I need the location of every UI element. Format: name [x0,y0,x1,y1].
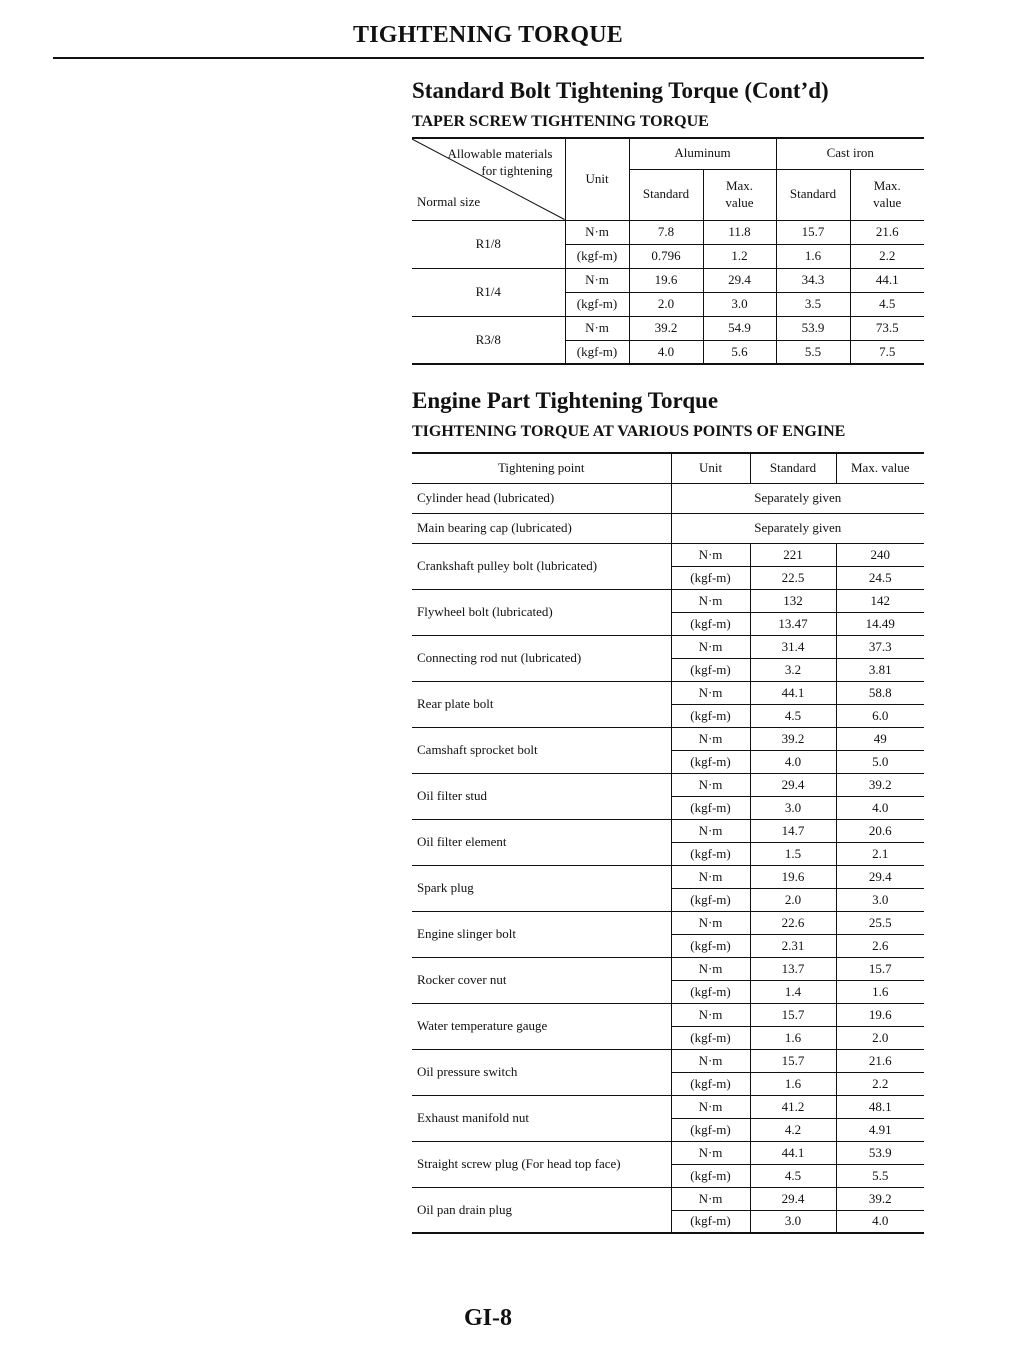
standard-value: 22.5 [750,566,836,589]
unit-header: Unit [565,138,629,220]
unit-cell: N·m [671,589,750,612]
max-value: 1.6 [836,980,924,1003]
standard-value: 4.5 [750,704,836,727]
value-cell: 53.9 [776,316,850,340]
unit-cell: (kgf-m) [565,244,629,268]
max-value: 142 [836,589,924,612]
max-value: 2.0 [836,1026,924,1049]
value-cell: 5.6 [703,340,776,364]
tightening-point: Crankshaft pulley bolt (lubricated) [412,543,671,589]
value-cell: 3.0 [703,292,776,316]
tightening-point: Camshaft sprocket bolt [412,727,671,773]
standard-value: 1.6 [750,1072,836,1095]
tightening-point-header: Tightening point [412,453,671,483]
standard-value: 44.1 [750,681,836,704]
unit-cell: N·m [671,1141,750,1164]
engine-torque-table [412,452,924,1234]
max-value: 3.81 [836,658,924,681]
standard-value: 4.5 [750,1164,836,1187]
cast-iron-header: Cast iron [776,138,924,169]
page-header-title: TIGHTENING TORQUE [353,22,623,48]
unit-cell: (kgf-m) [671,1026,750,1049]
standard-value: 4.2 [750,1118,836,1141]
materials-label-line1: Allowable materials [447,146,553,161]
max-value: 2.6 [836,934,924,957]
max-value: 29.4 [836,865,924,888]
unit-cell: (kgf-m) [671,1118,750,1141]
table-row [412,268,924,292]
max-value: 49 [836,727,924,750]
section-subtitle-taper-screw: TAPER SCREW TIGHTENING TORQUE [412,113,709,130]
max-value: 3.0 [836,888,924,911]
unit-cell: N·m [671,865,750,888]
unit-cell: N·m [671,1049,750,1072]
standard-value: 1.6 [750,1026,836,1049]
unit-cell: (kgf-m) [671,888,750,911]
table-row [412,589,924,612]
max-value: 20.6 [836,819,924,842]
unit-cell: N·m [565,268,629,292]
normal-size-label: Normal size [417,193,481,209]
max-value: 2.1 [836,842,924,865]
unit-cell: N·m [671,911,750,934]
max-value: 5.5 [836,1164,924,1187]
diagonal-header-cell [412,138,565,220]
nominal-size-cell: R3/8 [412,316,565,364]
unit-cell: (kgf-m) [565,340,629,364]
max-value: 25.5 [836,911,924,934]
standard-value: 13.47 [750,612,836,635]
value-cell: 39.2 [629,316,703,340]
max-value: 4.0 [836,1210,924,1233]
nominal-size-cell: R1/8 [412,220,565,268]
tightening-point: Spark plug [412,865,671,911]
unit-cell: N·m [671,635,750,658]
value-cell: 73.5 [850,316,924,340]
unit-cell: N·m [565,220,629,244]
max-value: 19.6 [836,1003,924,1026]
table-row [412,1003,924,1026]
standard-value: 19.6 [750,865,836,888]
standard-value: 41.2 [750,1095,836,1118]
tightening-point: Rocker cover nut [412,957,671,1003]
standard-value: 4.0 [750,750,836,773]
standard-value: 132 [750,589,836,612]
tightening-point: Oil pan drain plug [412,1187,671,1233]
table-row [412,957,924,980]
value-cell: 4.0 [629,340,703,364]
table-row [412,727,924,750]
table-row [412,1187,924,1210]
standard-value: 29.4 [750,1187,836,1210]
unit-cell: (kgf-m) [671,842,750,865]
tightening-point: Water temperature gauge [412,1003,671,1049]
unit-cell: N·m [671,727,750,750]
value-cell: 5.5 [776,340,850,364]
unit-cell: N·m [671,543,750,566]
standard-value: 31.4 [750,635,836,658]
value-cell: 3.5 [776,292,850,316]
unit-cell: N·m [671,1187,750,1210]
standard-value: 14.7 [750,819,836,842]
standard-value: 39.2 [750,727,836,750]
tightening-point: Cylinder head (lubricated) [412,483,671,513]
table-row [412,773,924,796]
table-row [412,911,924,934]
max-value: 14.49 [836,612,924,635]
table-row [412,819,924,842]
materials-label [447,145,552,179]
max-value: 2.2 [836,1072,924,1095]
unit-cell: N·m [671,819,750,842]
value-cell: 2.0 [629,292,703,316]
value-cell: 1.2 [703,244,776,268]
value-cell: 54.9 [703,316,776,340]
standard-value: 1.5 [750,842,836,865]
tightening-point: Oil filter stud [412,773,671,819]
value-cell: 0.796 [629,244,703,268]
standard-value: 2.31 [750,934,836,957]
standard-value: 22.6 [750,911,836,934]
unit-cell: (kgf-m) [671,658,750,681]
max-value: 4.0 [836,796,924,819]
standard-value: 29.4 [750,773,836,796]
value-cell: 2.2 [850,244,924,268]
max-value: 37.3 [836,635,924,658]
max-value: 48.1 [836,1095,924,1118]
unit-cell: N·m [671,1095,750,1118]
section-title-engine-part: Engine Part Tightening Torque [412,388,719,413]
table-row [412,316,924,340]
page-number: GI-8 [464,1305,512,1331]
max-value: 39.2 [836,1187,924,1210]
standard-value: 3.0 [750,1210,836,1233]
unit-header: Unit [671,453,750,483]
nominal-size-cell: R1/4 [412,268,565,316]
tightening-point: Engine slinger bolt [412,911,671,957]
max-value: 6.0 [836,704,924,727]
value-cell: 34.3 [776,268,850,292]
max-value: 24.5 [836,566,924,589]
unit-cell: (kgf-m) [671,980,750,1003]
aluminum-header: Aluminum [629,138,776,169]
table-row [412,220,924,244]
separately-given-note: Separately given [671,483,924,513]
standard-value: 221 [750,543,836,566]
header-rule [53,57,924,59]
unit-cell: N·m [565,316,629,340]
tightening-point: Exhaust manifold nut [412,1095,671,1141]
max-value: 53.9 [836,1141,924,1164]
value-cell: 44.1 [850,268,924,292]
value-cell: 19.6 [629,268,703,292]
section-subtitle-engine-points: TIGHTENING TORQUE AT VARIOUS POINTS OF ENGINE [412,423,846,440]
tightening-point: Flywheel bolt (lubricated) [412,589,671,635]
max-value: 39.2 [836,773,924,796]
max-value: 21.6 [836,1049,924,1072]
value-cell: 21.6 [850,220,924,244]
taper-screw-torque-table [412,137,924,365]
unit-cell: (kgf-m) [671,1072,750,1095]
cast-iron-max-header: Max. value [850,169,924,220]
standard-value: 15.7 [750,1049,836,1072]
unit-cell: N·m [671,1003,750,1026]
value-cell: 7.8 [629,220,703,244]
tightening-point: Oil pressure switch [412,1049,671,1095]
value-cell: 7.5 [850,340,924,364]
table-row [412,1095,924,1118]
materials-label-line2: for tightening [481,163,553,178]
table-row [412,1049,924,1072]
unit-cell: (kgf-m) [565,292,629,316]
max-value: 15.7 [836,957,924,980]
table-row [412,681,924,704]
unit-cell: (kgf-m) [671,612,750,635]
tightening-point: Main bearing cap (lubricated) [412,513,671,543]
standard-value: 15.7 [750,1003,836,1026]
max-value: 5.0 [836,750,924,773]
aluminum-standard-header: Standard [629,169,703,220]
value-cell: 15.7 [776,220,850,244]
table-row [412,865,924,888]
unit-cell: (kgf-m) [671,1164,750,1187]
max-value-header: Max. value [836,453,924,483]
unit-cell: (kgf-m) [671,796,750,819]
section-title-standard-bolt: Standard Bolt Tightening Torque (Cont’d) [412,78,829,103]
standard-value: 3.2 [750,658,836,681]
unit-cell: (kgf-m) [671,934,750,957]
tightening-point: Connecting rod nut (lubricated) [412,635,671,681]
tightening-point: Rear plate bolt [412,681,671,727]
max-value: 58.8 [836,681,924,704]
value-cell: 1.6 [776,244,850,268]
unit-cell: (kgf-m) [671,704,750,727]
standard-value: 3.0 [750,796,836,819]
value-cell: 11.8 [703,220,776,244]
tightening-point: Straight screw plug (For head top face) [412,1141,671,1187]
standard-value: 1.4 [750,980,836,1003]
standard-value: 2.0 [750,888,836,911]
standard-header: Standard [750,453,836,483]
unit-cell: (kgf-m) [671,566,750,589]
value-cell: 4.5 [850,292,924,316]
aluminum-max-header: Max. value [703,169,776,220]
unit-cell: N·m [671,773,750,796]
separately-given-note: Separately given [671,513,924,543]
max-value: 4.91 [836,1118,924,1141]
unit-cell: N·m [671,957,750,980]
table-row [412,1141,924,1164]
unit-cell: (kgf-m) [671,750,750,773]
table-row [412,635,924,658]
unit-cell: N·m [671,681,750,704]
cast-iron-standard-header: Standard [776,169,850,220]
standard-value: 44.1 [750,1141,836,1164]
max-value: 240 [836,543,924,566]
value-cell: 29.4 [703,268,776,292]
unit-cell: (kgf-m) [671,1210,750,1233]
standard-value: 13.7 [750,957,836,980]
table-row [412,543,924,566]
tightening-point: Oil filter element [412,819,671,865]
